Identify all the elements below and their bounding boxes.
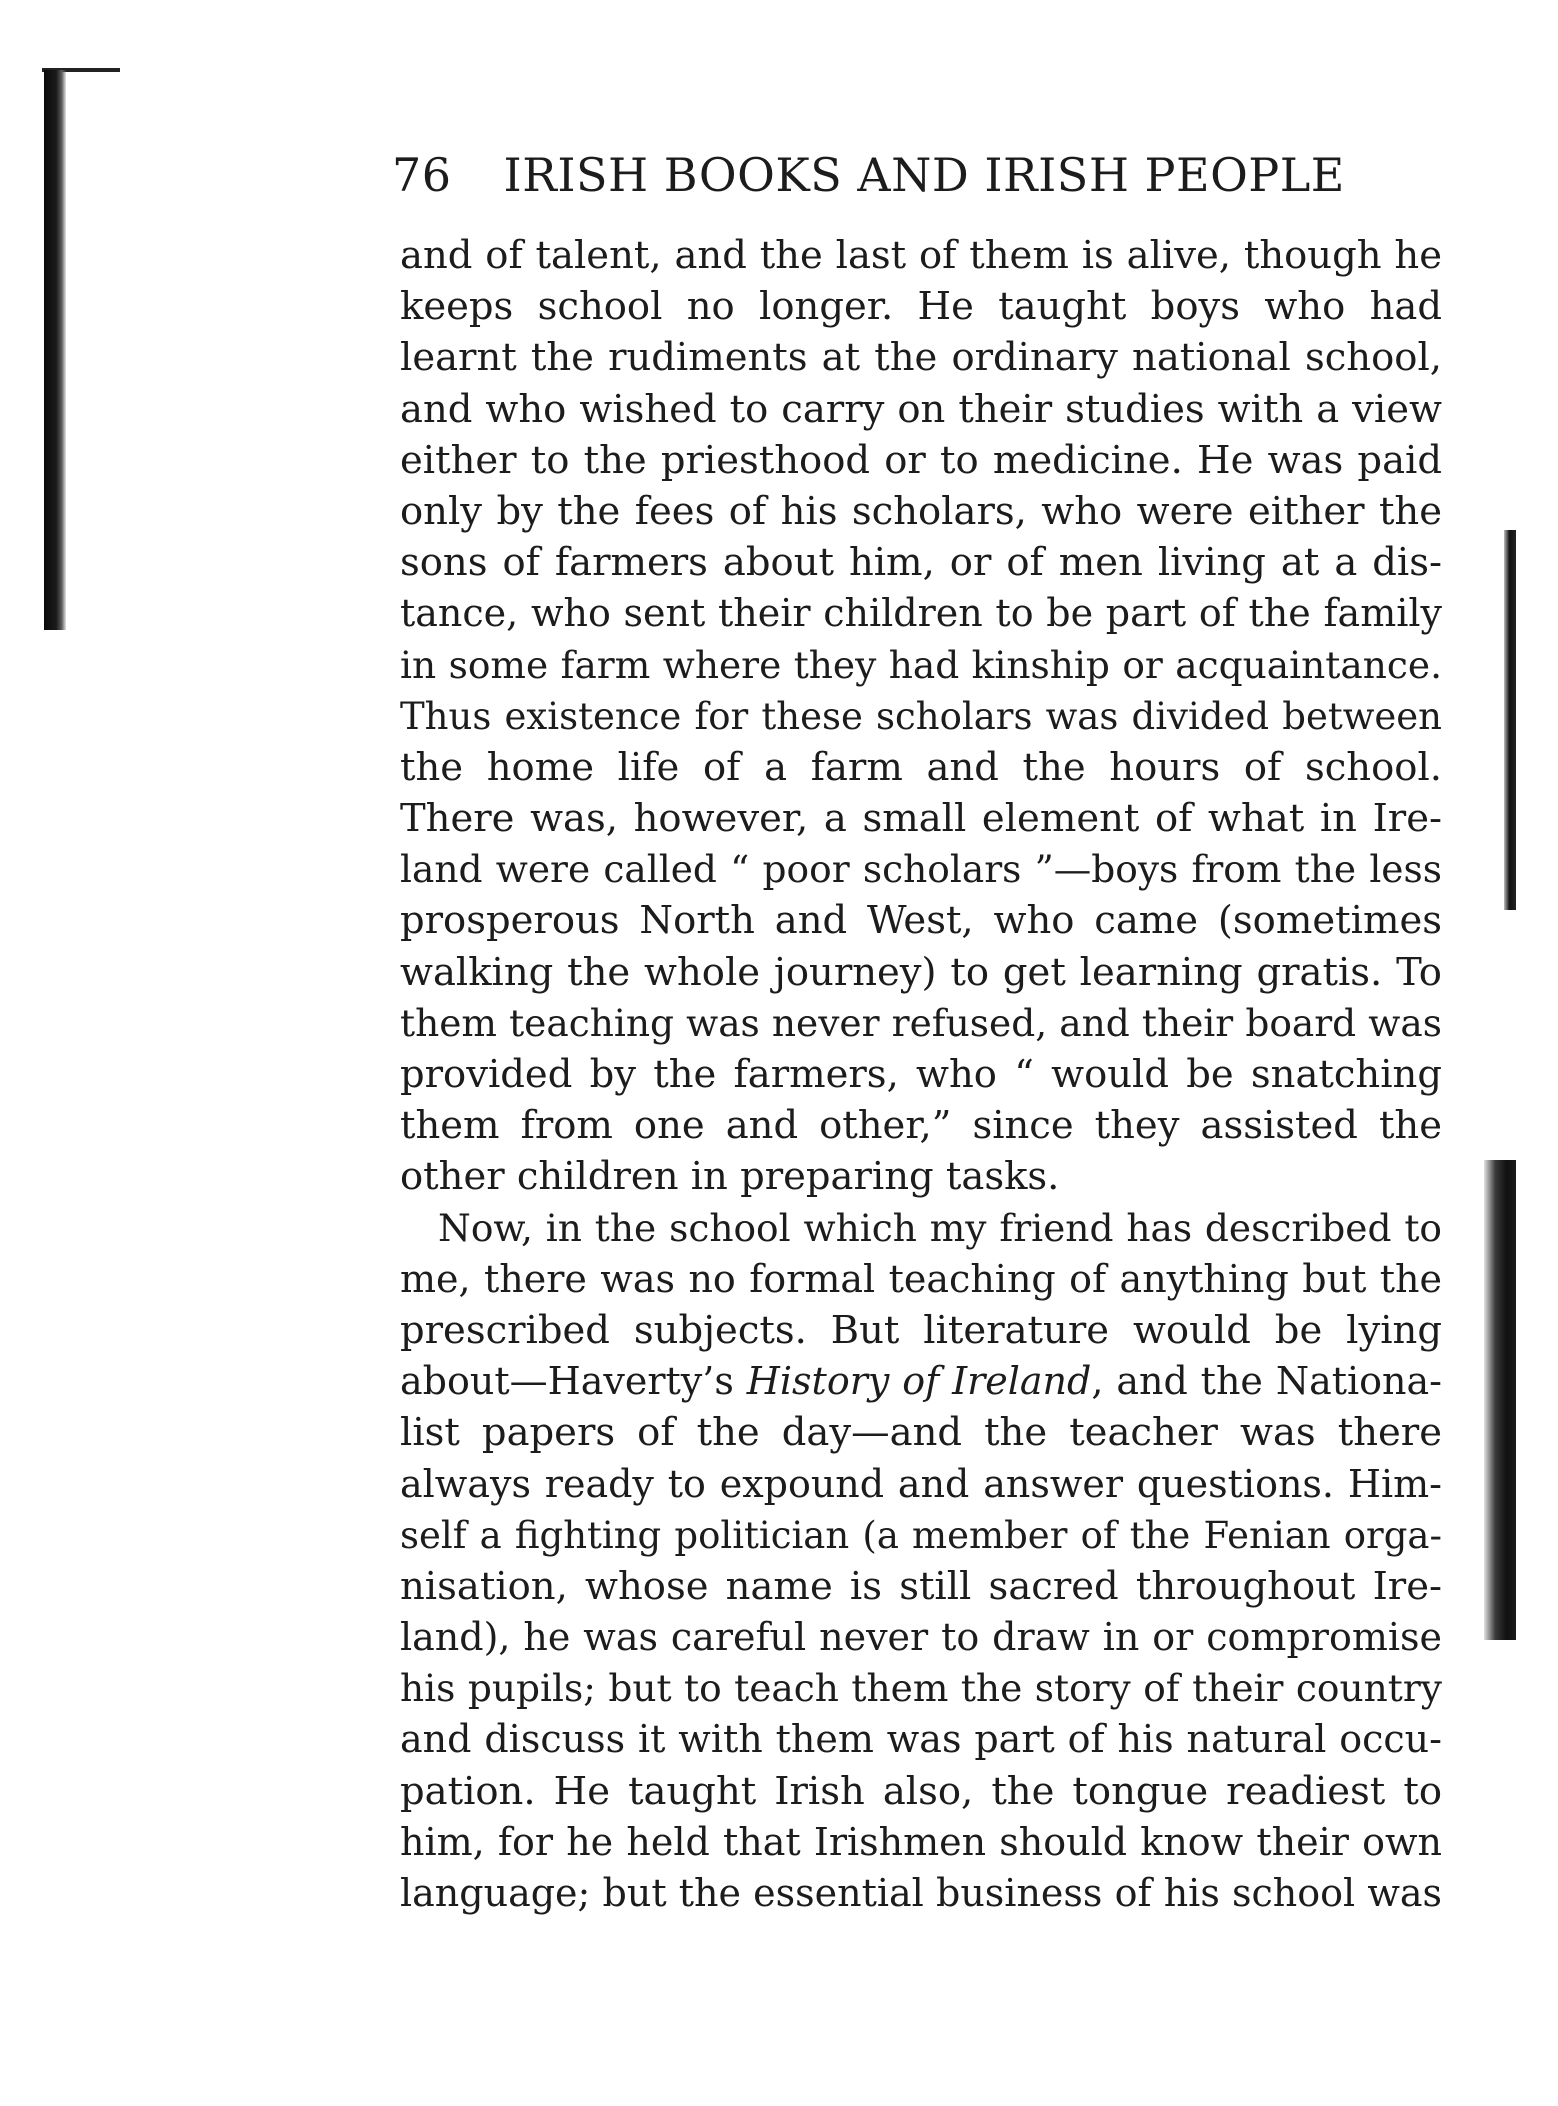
scan-edge-mark <box>44 70 66 630</box>
page-header <box>392 148 1452 202</box>
text-line: the home life of a farm and the hours of school. <box>400 744 1442 790</box>
text-line: only by the fees of his scholars, who were either the <box>400 488 1442 534</box>
text-line: prescribed subjects. But literature would be lying <box>400 1307 1442 1353</box>
text-line: learnt the rudiments at the ordinary national school, <box>400 335 1442 381</box>
text-line: self a fighting politician (a member of the Fenian orga- <box>400 1513 1442 1557</box>
line-prefix: about—Haverty’s <box>400 1359 747 1404</box>
text-line: land), he was careful never to draw in or compromise <box>400 1615 1442 1660</box>
text-line: list papers of the day—and the teacher was there <box>400 1410 1442 1456</box>
text-line: and who wished to carry on their studies with a view <box>400 386 1442 432</box>
text-line: them from one and other,” since they assisted the <box>400 1103 1442 1149</box>
text-line: prosperous North and West, who came (sometimes <box>400 898 1442 944</box>
text-line: and of talent, and the last of them is alive, though he <box>400 233 1442 278</box>
line-suffix: , and the Nationa- <box>1091 1359 1442 1404</box>
text-line: nisation, whose name is still sacred throughout Ire- <box>400 1563 1442 1609</box>
page-number: 76 <box>392 148 452 202</box>
text-line: sons of farmers about him, or of men living at a dis- <box>400 540 1442 586</box>
text-line: land were called “ poor scholars ”—boys from the less <box>400 847 1442 892</box>
text-line: and discuss it with them was part of his natural occu- <box>400 1717 1442 1762</box>
text-line: in some farm where they had kinship or acquaintance. <box>400 642 1442 687</box>
book-title: History of Ireland <box>746 1359 1092 1404</box>
body-text <box>400 230 1442 1919</box>
text-line: his pupils; but to teach them the story of their country <box>400 1666 1442 1711</box>
text-line: either to the priesthood or to medicine. He was paid <box>400 437 1442 483</box>
paragraph-start-line: Now, in the school which my friend has described to <box>438 1205 1442 1250</box>
text-line: pation. He taught Irish also, the tongue readiest to <box>400 1768 1442 1814</box>
text-line: Thus existence for these scholars was divided between <box>400 694 1442 738</box>
text-line: walking the whole journey) to get learning gratis. To <box>400 949 1442 995</box>
text-line: them teaching was never refused, and their board was <box>400 1000 1442 1045</box>
paragraph-end-line: other children in preparing tasks. <box>400 1154 1060 1200</box>
text-line: provided by the farmers, who “ would be snatching <box>400 1052 1442 1097</box>
text-line: tance, who sent their children to be part of the family <box>400 591 1442 636</box>
text-line: keeps school no longer. He taught boys who had <box>400 284 1442 330</box>
text-line: language; but the essential business of his school was <box>400 1871 1442 1915</box>
scan-edge-mark <box>1504 530 1516 910</box>
text-line: me, there was no formal teaching of anything but the <box>400 1256 1442 1301</box>
text-line: always ready to expound and answer questions. Him- <box>400 1461 1442 1506</box>
text-line-with-title <box>400 1356 1442 1407</box>
scan-edge-mark <box>1484 1160 1516 1640</box>
text-line: him, for he held that Irishmen should know their own <box>400 1819 1442 1864</box>
running-title: IRISH BOOKS AND IRISH PEOPLE <box>503 148 1345 202</box>
text-line: There was, however, a small element of what in Ire- <box>400 796 1442 842</box>
